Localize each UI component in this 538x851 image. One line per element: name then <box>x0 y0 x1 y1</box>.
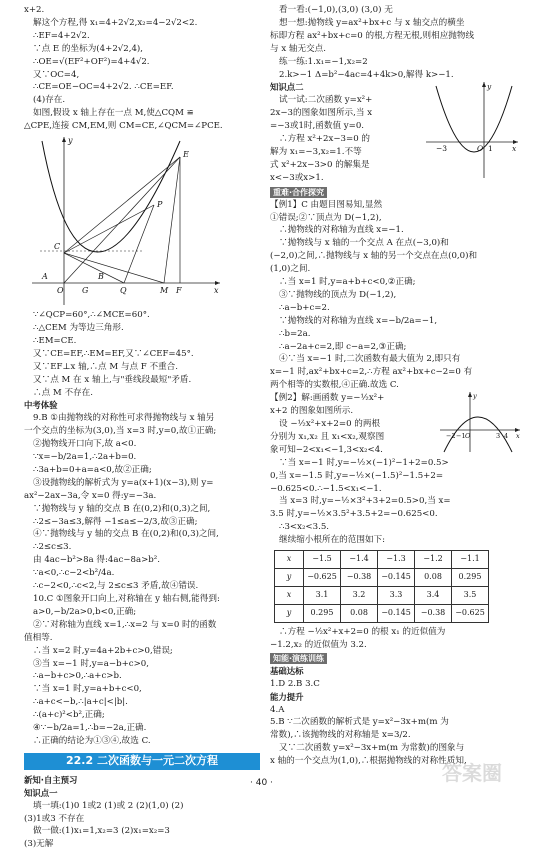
solution-lines-part-1 <box>24 4 260 133</box>
text-line: 解这个方程,得 x₁=4+2√2,x₂=4−2√2<2. <box>33 17 198 28</box>
table-cell: 3.3 <box>378 587 415 605</box>
text-line: 式 x²+2x−3>0 的解集是 <box>270 159 370 170</box>
g3-label-p3: 3 <box>496 432 501 441</box>
label-m: M <box>160 286 169 296</box>
table-row <box>275 587 489 605</box>
text-line: 1.D 2.B 3.C <box>270 678 320 689</box>
label-f: F <box>176 286 182 296</box>
text-line: ∴a−b+c>0,∴a+c>b. <box>33 671 122 682</box>
text-line: ∴点 M 不存在. <box>33 387 93 398</box>
example2-block <box>270 392 522 547</box>
text-line: 设 −½x²+x+2=0 的两根 <box>279 419 381 429</box>
preview-lines <box>24 774 260 851</box>
text-line: 4.A <box>270 704 285 715</box>
label-c: C <box>54 242 61 252</box>
text-line: 填一填:(1)0 1或2 (1)或 2 (2)(1,0) (2) <box>33 800 184 811</box>
text-line: ∵x=−b/2a=1,∴2a+b=0. <box>33 452 137 463</box>
text-line: ∴△CEM 为等边三角形. <box>33 322 124 333</box>
text-line: ②抛物线开口向下,故 a<0. <box>33 439 137 450</box>
text-line: ∴3a+b=0+a=a<0,故②正确; <box>33 464 152 475</box>
text-line: ∴EF=4+2√2. <box>33 30 90 41</box>
text-line: 如图,假设 x 轴上存在一点 M,使△CQM ≌ <box>33 108 194 119</box>
table-cell: 0.08 <box>415 569 452 587</box>
text-line: 分别为 x₁,x₂ 且 x₁<x₂,观察图 <box>270 431 385 442</box>
text-line: 试一试:二次函数 y=x²+ <box>279 95 373 106</box>
table-cell: −1.4 <box>341 551 378 569</box>
text-line: (1,0)之间. <box>270 264 311 275</box>
text-line: 0,当 x=−1.5 时,y=−½×(−1.5)²−1.5+2= <box>270 470 444 481</box>
text-line: 值相等. <box>24 632 53 643</box>
table-cell: y <box>275 569 304 587</box>
g3-label-x: x <box>516 432 520 441</box>
text-line: ∴抛物线的对称轴为直线 x=−1. <box>279 225 404 236</box>
table-cell: −0.38 <box>415 605 452 623</box>
text-line: 当 x=3 时,y=−½×3²+3+2=0.5>0,当 x= <box>279 496 451 507</box>
label-g: G <box>82 286 89 296</box>
g2-label-o: O <box>477 144 484 154</box>
table-cell: −1.3 <box>378 551 415 569</box>
text-line: 2.k>−1 Δ=b²−4ac=4+4k>0,解得 k>−1. <box>279 69 454 80</box>
table-cell: −1.2 <box>415 551 452 569</box>
text-line: ④∵抛物线与 y 轴的交点 B 在(0,2)和(0,3)之间, <box>33 529 219 540</box>
text-line: ①错误;②∵顶点为 D(−1,2), <box>270 212 382 223</box>
table-cell: y <box>275 605 304 623</box>
subsection-label: 能力提升 <box>270 691 304 702</box>
label-o: O <box>57 286 64 296</box>
text-line: x 轴的一个交点为(1,0),∴根据抛物线的对称性质知, <box>270 756 467 767</box>
text-line: (3)无解 <box>24 839 54 850</box>
text-line: 又∵CE=EF,∴EM=EF,又∵∠CEF=45°. <box>33 348 194 359</box>
text-line: 3.5 时,y=−½×3.5²+3.5+2=−0.625<0. <box>270 509 438 520</box>
text-line: ∴方程 x²+2x−3=0 的 <box>279 134 370 145</box>
subsection-label: 基础达标 <box>270 665 304 676</box>
text-line: 由 4ac−b²>8a 得:4ac−8a>b². <box>33 555 160 566</box>
chapter-title-banner: 22.2 二次函数与一元二次方程 <box>24 753 260 770</box>
g2-label-n3: −3 <box>436 144 448 154</box>
text-line: (3)1或3 不存在 <box>24 813 85 824</box>
text-line: 常数),∴该抛物线的对称轴是 x=3/2. <box>270 730 411 741</box>
table-cell: −0.145 <box>378 569 415 587</box>
g2-label-n1: 1 <box>488 144 493 154</box>
table-cell: 0.295 <box>452 569 489 587</box>
table-cell: 0.295 <box>304 605 341 623</box>
text-line: 又∵OC=4, <box>33 69 80 80</box>
text-line: x+2 的图象如图所示. <box>270 406 354 417</box>
table-cell: 3.2 <box>341 587 378 605</box>
solution-lines-part-2 <box>24 309 260 399</box>
watermark-logo <box>440 752 520 792</box>
label-b: B <box>98 272 104 282</box>
text-line: ③设抛物线的解析式为 y=a(x+1)(x−3),则 y= <box>33 477 214 488</box>
text-line: ∵点 E 的坐标为(4+2√2,4), <box>33 43 144 54</box>
g3-label-p4: 4 <box>504 432 509 441</box>
page-number: · 40 · <box>250 778 273 788</box>
table-cell: −0.625 <box>304 569 341 587</box>
text-line: ∵抛物线与 y 轴的交点 B 在(0,2)和(0,3)之间, <box>33 503 211 514</box>
section-heading-cooperation: 重难·合作探究 <box>270 186 522 199</box>
svg-text:答案圈: 答案圈 <box>442 761 502 785</box>
text-line: 【例1】C 由题目图易知,显然 <box>270 199 383 210</box>
text-line: 10.C ①图象开口向上,对称轴在 y 轴右侧,能得到: <box>33 594 220 604</box>
text-line: ②∵对称轴为直线 x=1,∴x=2 与 x=0 时的函数 <box>33 619 217 630</box>
text-line: a>0,−b/2a>0,b<0,正确; <box>33 606 137 617</box>
text-line: ∴a+c<−b,∴|a+c|<|b|. <box>33 697 128 708</box>
label-y: y <box>68 136 73 146</box>
g3-label-o: O <box>465 432 471 441</box>
table-cell: 3.5 <box>452 587 489 605</box>
text-line: ∴2≤−3a≤3,解得 −1≤a≤−2/3,故③正确; <box>33 516 198 527</box>
text-line: ∴EM=CE. <box>33 335 77 346</box>
label-e: E <box>183 150 189 160</box>
text-line: ∴当 x=1 时,y=a+b+c<0,②正确; <box>279 277 416 288</box>
label-x: x <box>214 286 219 296</box>
subsection-label: 知识点一 <box>24 787 58 798</box>
left-column <box>24 4 260 851</box>
parabola-figure-example2 <box>438 390 522 454</box>
text-line: 又∵点 M 在 x 轴上,与"垂线段最短"矛盾. <box>33 374 192 385</box>
text-line: x+2. <box>24 5 45 15</box>
try-lines <box>270 94 420 184</box>
text-line: 2x−3的图象如图所示,当 x <box>270 108 373 119</box>
table-cell: x <box>275 587 304 605</box>
g3-label-n2: −2 <box>446 432 456 441</box>
section-heading-knowledge-2: 知识点二 <box>270 82 304 93</box>
text-line: ∴2≤c≤3. <box>33 542 72 553</box>
text-line: ∴OE=√(EF²+OF²)=4+4√2. <box>33 56 150 67</box>
table-cell: x <box>275 551 304 569</box>
g2-label-y: y <box>487 82 492 92</box>
text-line: ④∵当 x=−1 时,二次函数有最大值为 2,即只有 <box>279 354 461 365</box>
text-line: 继续缩小根所在的范围如下: <box>279 535 386 546</box>
text-line: ∵抛物线的对称轴为直线 x=−b/2a=−1, <box>279 315 438 326</box>
text-line: 又∵EF⊥x 轴,∴点 M 与点 F 不重合. <box>33 361 178 372</box>
text-line: △CPE,连接 CM,EM,则 CM=CE,∠QCM=∠PCE. <box>24 121 223 132</box>
section-heading-exam: 中考体验 <box>24 400 58 411</box>
text-line: ∴当 x=2 时,y=4a+2b+c>0,错误; <box>33 645 173 656</box>
text-line: ③当 x=−1 时,y=a−b+c>0, <box>33 658 149 669</box>
table-cell: −0.625 <box>452 605 489 623</box>
text-line: 9.B ①由抛物线的对称性可求得抛物线与 x 轴另 <box>33 413 215 424</box>
text-line: ∵当 x=−1 时,y=−½×(−1)²−1+2=0.5> <box>279 457 449 468</box>
text-line: (−2,0)之间,∴抛物线与 x 轴的另一个交点在点(0,0)和 <box>270 251 478 262</box>
table-row <box>275 605 489 623</box>
text-line: ∴3<x₂<3.5. <box>279 522 330 533</box>
text-line: 想一想:抛物线 y=ax²+bx+c 与 x 轴交点的横坐 <box>279 17 465 28</box>
text-line: 又∵二次函数 y=x²−3x+m(m 为常数)的图象与 <box>279 743 465 754</box>
right-column <box>270 4 522 768</box>
parabola-figure-x2-2x-3 <box>422 80 522 180</box>
text-line: ∴正确的结论为①③④,故选 C. <box>33 735 151 746</box>
label-a: A <box>42 272 48 282</box>
text-line: −0.625<0.∴−1.5<x₁<−1. <box>270 483 382 494</box>
table-cell: 3.4 <box>415 587 452 605</box>
text-line: ∴(a+c)²<b²,正确; <box>33 710 105 721</box>
text-line: −1.2,x₂ 的近似值为 3.2. <box>270 639 367 650</box>
text-line: x=−1 时,ax²+bx+c=2,∴方程 ax²+bx+c−2=0 有 <box>270 367 473 378</box>
text-line: ax²−2ax−3a,令 x=0 得:y=−3a. <box>24 490 157 501</box>
table-cell: 3.1 <box>304 587 341 605</box>
g3-label-n1: −1 <box>456 432 466 441</box>
text-line: ③∵抛物线的顶点为 D(−1,2), <box>279 289 397 300</box>
values-table <box>274 550 489 623</box>
text-line: 两个相等的实数根,④正确.故选 C. <box>270 380 399 391</box>
table-cell: −0.38 <box>341 569 378 587</box>
label-p: P <box>157 200 163 210</box>
text-line: ∵∠QCP=60°,∴∠MCE=60°. <box>33 310 150 321</box>
g2-label-x: x <box>512 144 517 154</box>
root-approx-lines <box>270 626 522 652</box>
text-line: 【例2】解:画函数 y=−½x²+ <box>270 393 385 404</box>
text-line: ∴b=2a. <box>279 328 311 339</box>
text-line: 解为 x₁=−3,x₂=1.不等 <box>270 146 362 157</box>
section-heading-training: 知能·演练训练 <box>270 652 522 665</box>
text-line: 象可知−2<x₁<−1,3<x₂<4. <box>270 444 383 455</box>
text-line: ④∵−b/2a=1,∴b=−2a,正确. <box>33 723 147 734</box>
text-line: ∴c−2<0,∴c<2,与 2≤c≤3 矛盾,故④错误. <box>33 581 199 592</box>
solution-lines-part-3 <box>24 412 260 748</box>
text-line: x<−3或x>1. <box>270 172 324 183</box>
label-q: Q <box>120 286 127 296</box>
text-line: ∴a−b+c=2. <box>279 302 330 313</box>
text-line: ∴方程 −½x²+x+2=0 的根 x₁ 的近似值为 <box>279 627 446 638</box>
g3-label-y: y <box>473 392 477 401</box>
text-line: (4)存在. <box>33 95 66 106</box>
table-row <box>275 551 489 569</box>
text-line: ∵抛物线与 x 轴的一个交点 A 在点(−3,0)和 <box>279 238 449 249</box>
text-line: 练一练:1.x₁=−1,x₂=2 <box>279 56 368 67</box>
look-think-lines <box>270 4 522 81</box>
table-cell: −1.5 <box>304 551 341 569</box>
text-line: 与 x 轴无交点. <box>270 43 327 54</box>
text-line: ∵a<0,∴c−2<b²/4a. <box>33 568 115 579</box>
table-cell: −0.145 <box>378 605 415 623</box>
text-line: 一个交点的坐标为(3,0),当 x=3 时,y=0,故①正确; <box>24 426 217 437</box>
parabola-figure-cqm <box>24 133 224 309</box>
text-line: 看一看:(−1,0),(3,0) (3,0) 无 <box>279 5 393 15</box>
text-line: 标即方程 ax²+bx+c=0 的根,方程无根,则相应抛物线 <box>270 30 475 41</box>
text-line: =−3或1时,函数值 y=0. <box>270 121 365 132</box>
text-line: ∴a−2a+c=2,即 c−a=2,③正确; <box>279 341 407 352</box>
table-cell: −1.1 <box>452 551 489 569</box>
table-row <box>275 569 489 587</box>
subsection-label: 新知·自主预习 <box>24 774 78 785</box>
text-line: 5.B ∵二次函数的解析式是 y=x²−3x+m(m 为 <box>270 717 449 728</box>
text-line: 做一做:(1)x₁=1,x₂=3 (2)x₁=x₂=3 <box>33 826 170 837</box>
text-line: ∴CE=OE−OC=4+2√2. ∴CE=EF. <box>33 82 174 93</box>
table-cell: 0.08 <box>341 605 378 623</box>
text-line: ∵当 x=1 时,y=a+b+c<0, <box>33 684 142 695</box>
example1-lines <box>270 199 522 393</box>
